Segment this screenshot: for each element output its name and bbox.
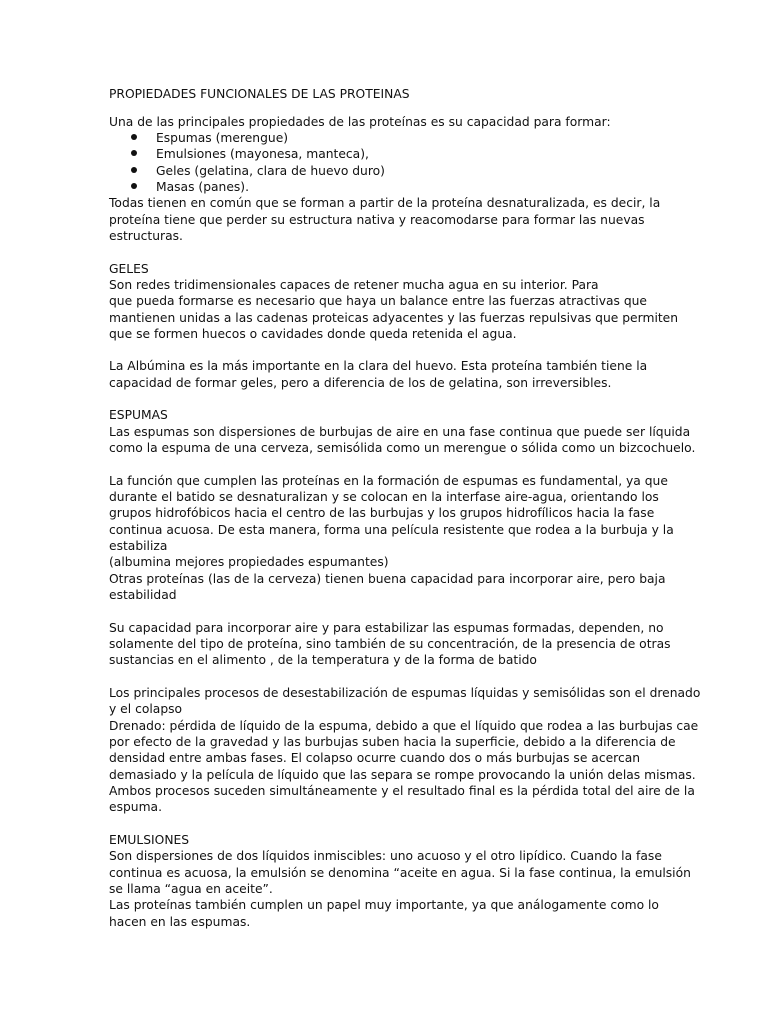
paragraph-line: Su capacidad para incorporar aire y para estabilizar las espumas formadas, dependen, no xyxy=(109,621,664,635)
paragraph-line: mantienen unidas a las cadenas proteicas adyacentes y las fuerzas repulsivas que permiten xyxy=(109,311,679,325)
paragraph-line: estructuras. xyxy=(109,229,183,243)
intro-line: Una de las principales propiedades de las proteínas es su capacidad para formar: xyxy=(109,115,611,129)
paragraph-line: se llama “agua en aceite”. xyxy=(109,882,273,896)
paragraph-line: estabilidad xyxy=(109,588,177,602)
paragraph-line: demasiado y la película de líquido que las separa se rompe provocando la unión delas mismas. xyxy=(109,768,696,782)
paragraph-line: Las proteínas también cumplen un papel muy importante, ya que análogamente como lo xyxy=(109,898,659,912)
paragraph-line: proteína tiene que perder su estructura nativa y reacomodarse para formar las nuevas xyxy=(109,213,645,227)
paragraph-line: estabiliza xyxy=(109,539,168,553)
paragraph-line: La función que cumplen las proteínas en la formación de espumas es fundamental, ya que xyxy=(109,474,668,488)
paragraph-line: Los principales procesos de desestabilización de espumas líquidas y semisólidas son el drenado xyxy=(109,686,701,700)
paragraph-line: La Albúmina es la más importante en la clara del huevo. Esta proteína también tiene la xyxy=(109,359,648,373)
section-heading-emulsiones: EMULSIONES xyxy=(109,833,190,847)
document-title: PROPIEDADES FUNCIONALES DE LAS PROTEINAS xyxy=(109,87,410,101)
bullet-item: Emulsiones (mayonesa, manteca), xyxy=(156,147,369,161)
bullet-icon xyxy=(131,134,137,140)
paragraph-line: continua acuosa. De esta manera, forma una película resistente que rodea a la burbuja y la xyxy=(109,523,674,537)
paragraph-line: Son dispersiones de dos líquidos inmiscibles: uno acuoso y el otro lipídico. Cuando la fase xyxy=(109,849,662,863)
bullet-item: Geles (gelatina, clara de huevo duro) xyxy=(156,164,385,178)
bullet-icon xyxy=(131,183,137,189)
paragraph-line: densidad entre ambas fases. El colapso ocurre cuando dos o más burbujas se acercan xyxy=(109,751,641,765)
section-heading-espumas: ESPUMAS xyxy=(109,408,168,422)
paragraph-line: como la espuma de una cerveza, semisólida como un merengue o sólida como un bizcochuelo. xyxy=(109,441,696,455)
section-heading-geles: GELES xyxy=(109,262,149,276)
bullet-icon xyxy=(131,150,137,156)
paragraph-line: y el colapso xyxy=(109,702,183,716)
paragraph-line: hacen en las espumas. xyxy=(109,915,251,929)
bullet-icon xyxy=(131,167,137,173)
paragraph-line: por efecto de la gravedad y las burbujas suben hacia la superficie, debido a la diferencia de xyxy=(109,735,676,749)
bullet-item: Masas (panes). xyxy=(156,180,250,194)
bullet-item: Espumas (merengue) xyxy=(156,131,289,145)
paragraph-line: espuma. xyxy=(109,800,162,814)
paragraph-line: continua es acuosa, la emulsión se denomina “aceite en agua. Si la fase continua, la emulsión xyxy=(109,866,691,880)
paragraph-line: Todas tienen en común que se forman a partir de la proteína desnaturalizada, es decir, la xyxy=(109,196,661,210)
paragraph-line: que pueda formarse es necesario que haya un balance entre las fuerzas atractivas que xyxy=(109,294,647,308)
paragraph-line: grupos hidrofóbicos hacia el centro de las burbujas y los grupos hidrofílicos hacia la fase xyxy=(109,506,655,520)
paragraph-line: Otras proteínas (las de la cerveza) tienen buena capacidad para incorporar aire, pero baja xyxy=(109,572,666,586)
paragraph-line: Son redes tridimensionales capaces de retener mucha agua en su interior. Para xyxy=(109,278,599,292)
paragraph-line: Ambos procesos suceden simultáneamente y el resultado final es la pérdida total del aire de la xyxy=(109,784,695,798)
paragraph-line: Drenado: pérdida de líquido de la espuma, debido a que el líquido que rodea a las burbujas cae xyxy=(109,719,699,733)
paragraph-line: solamente del tipo de proteína, sino también de su concentración, de la presencia de otras xyxy=(109,637,671,651)
paragraph-line: Las espumas son dispersiones de burbujas de aire en una fase continua que puede ser líquida xyxy=(109,425,691,439)
paragraph-line: capacidad de formar geles, pero a diferencia de los de gelatina, son irreversibles. xyxy=(109,376,612,390)
paragraph-line: sustancias en el alimento , de la temperatura y de la forma de batido xyxy=(109,653,537,667)
paragraph-line: (albumina mejores propiedades espumantes) xyxy=(109,555,389,569)
paragraph-line: que se formen huecos o cavidades donde queda retenida el agua. xyxy=(109,327,517,341)
paragraph-line: durante el batido se desnaturalizan y se colocan en la interfase aire-agua, orientando los xyxy=(109,490,659,504)
